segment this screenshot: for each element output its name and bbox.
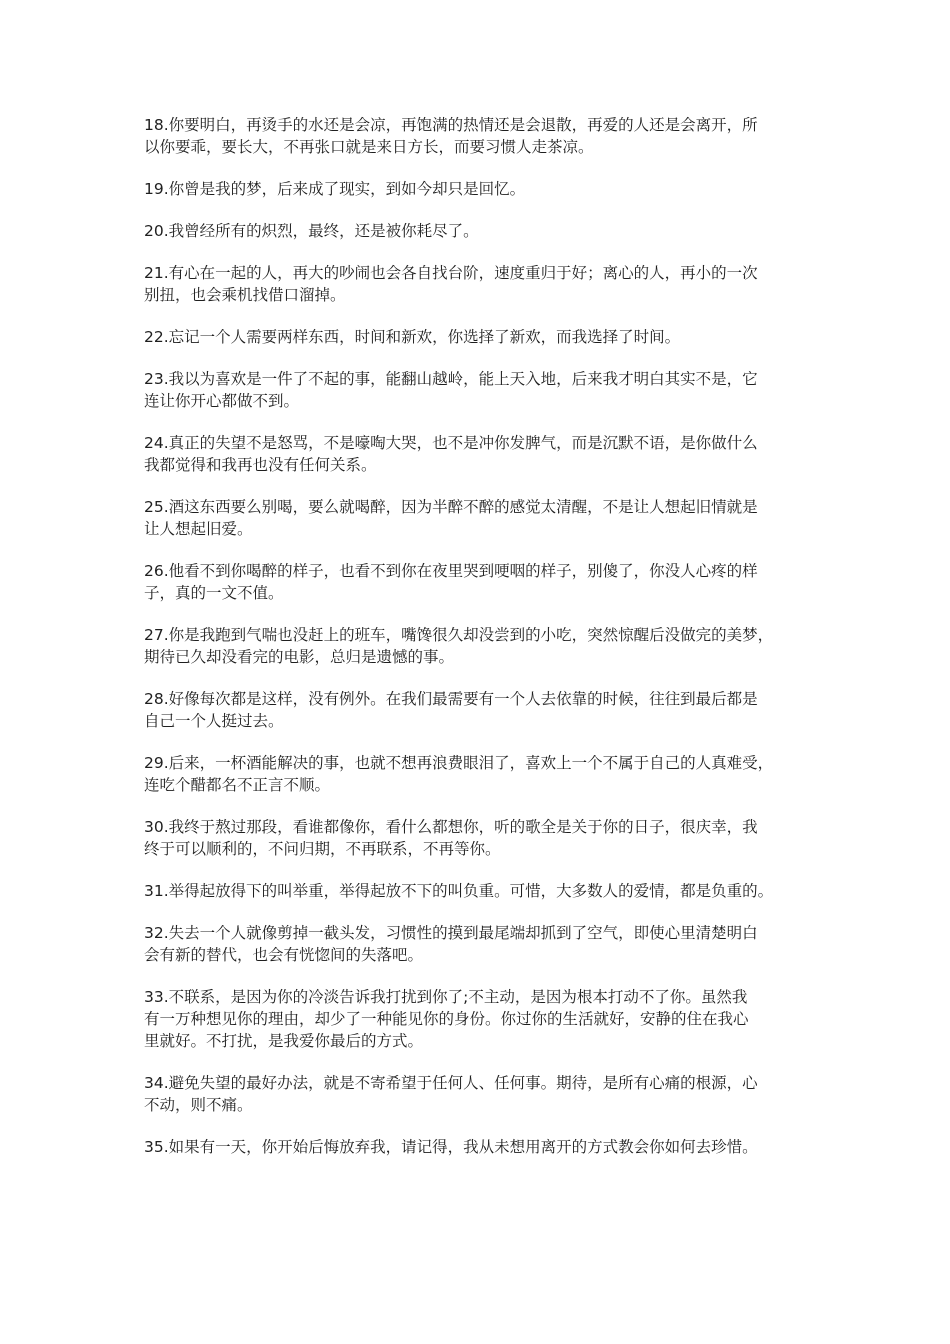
entry-18 — [144, 114, 816, 158]
entry-line: 期待已久却没看完的电影，总归是遗憾的事。 — [144, 648, 455, 666]
entry-line: 20.我曾经所有的炽烈，最终，还是被你耗尽了。 — [144, 222, 479, 240]
entry-line: 18.你要明白，再烫手的水还是会凉，再饱满的热情还是会退散，再爱的人还是会离开，所 — [144, 116, 758, 134]
entry-line: 27.你是我跑到气喘也没赶上的班车，嘴馋很久却没尝到的小吃，突然惊醒后没做完的美梦， — [144, 626, 774, 644]
entry-line: 自己一个人挺过去。 — [144, 712, 284, 730]
entry-line: 别扭，也会乘机找借口溜掉。 — [144, 286, 346, 304]
entry-line: 连让你开心都做不到。 — [144, 392, 300, 410]
entry-33 — [144, 986, 816, 1052]
entry-line: 33.不联系，是因为你的冷淡告诉我打扰到你了;不主动，是因为根本打动不了你。虽然我 — [144, 988, 748, 1006]
entry-34 — [144, 1072, 816, 1116]
entry-20 — [144, 220, 816, 242]
entry-line: 32.失去一个人就像剪掉一截头发，习惯性的摸到最尾端却抓到了空气，即使心里清楚明白 — [144, 924, 758, 942]
entry-line: 有一万种想见你的理由，却少了一种能见你的身份。你过你的生活就好，安静的住在我心 — [144, 1010, 749, 1028]
entry-22 — [144, 326, 816, 348]
entry-24 — [144, 432, 816, 476]
entry-25 — [144, 496, 816, 540]
entry-line: 28.好像每次都是这样，没有例外。在我们最需要有一个人去依靠的时候，往往到最后都是 — [144, 690, 758, 708]
entry-29 — [144, 752, 816, 796]
entry-30 — [144, 816, 816, 860]
entry-line: 24.真正的失望不是怒骂，不是嚎啕大哭，也不是冲你发脾气，而是沉默不语，是你做什么 — [144, 434, 758, 452]
entry-line: 子，真的一文不值。 — [144, 584, 284, 602]
entry-line: 里就好。不打扰，是我爱你最后的方式。 — [144, 1032, 424, 1050]
entry-line: 35.如果有一天，你开始后悔放弃我，请记得，我从未想用离开的方式教会你如何去珍惜。 — [144, 1138, 758, 1156]
entry-line: 30.我终于熬过那段，看谁都像你，看什么都想你，听的歌全是关于你的日子，很庆幸，我 — [144, 818, 758, 836]
entry-line: 31.举得起放得下的叫举重，举得起放不下的叫负重。可惜，大多数人的爱情，都是负重的。 — [144, 882, 774, 900]
entry-line: 连吃个醋都名不正言不顺。 — [144, 776, 331, 794]
entry-32 — [144, 922, 816, 966]
entry-line: 19.你曾是我的梦，后来成了现实，到如今却只是回忆。 — [144, 180, 526, 198]
entry-line: 23.我以为喜欢是一件了不起的事，能翻山越岭，能上天入地，后来我才明白其实不是，它 — [144, 370, 758, 388]
entry-line: 22.忘记一个人需要两样东西，时间和新欢，你选择了新欢，而我选择了时间。 — [144, 328, 681, 346]
entry-line: 26.他看不到你喝醉的样子，也看不到你在夜里哭到哽咽的样子，别傻了，你没人心疼的样 — [144, 562, 758, 580]
entry-line: 29.后来，一杯酒能解决的事，也就不想再浪费眼泪了，喜欢上一个不属于自己的人真难受， — [144, 754, 774, 772]
entry-19 — [144, 178, 816, 200]
document-body — [144, 114, 816, 1178]
entry-line: 不动，则不痛。 — [144, 1096, 253, 1114]
entry-line: 会有新的替代，也会有恍惚间的失落吧。 — [144, 946, 424, 964]
entry-line: 终于可以顺利的，不问归期，不再联系，不再等你。 — [144, 840, 501, 858]
entry-line: 34.避免失望的最好办法，就是不寄希望于任何人、任何事。期待，是所有心痛的根源，心 — [144, 1074, 758, 1092]
entry-line: 我都觉得和我再也没有任何关系。 — [144, 456, 377, 474]
entry-27 — [144, 624, 816, 668]
entry-31 — [144, 880, 816, 902]
entry-21 — [144, 262, 816, 306]
entry-26 — [144, 560, 816, 604]
entry-23 — [144, 368, 816, 412]
entry-35 — [144, 1136, 816, 1158]
entry-28 — [144, 688, 816, 732]
entry-line: 以你要乖，要长大，不再张口就是来日方长，而要习惯人走茶凉。 — [144, 138, 594, 156]
entry-line: 让人想起旧爱。 — [144, 520, 253, 538]
entry-line: 21.有心在一起的人，再大的吵闹也会各自找台阶，速度重归于好；离心的人，再小的一次 — [144, 264, 758, 282]
entry-line: 25.酒这东西要么别喝，要么就喝醉，因为半醉不醉的感觉太清醒，不是让人想起旧情就是 — [144, 498, 758, 516]
